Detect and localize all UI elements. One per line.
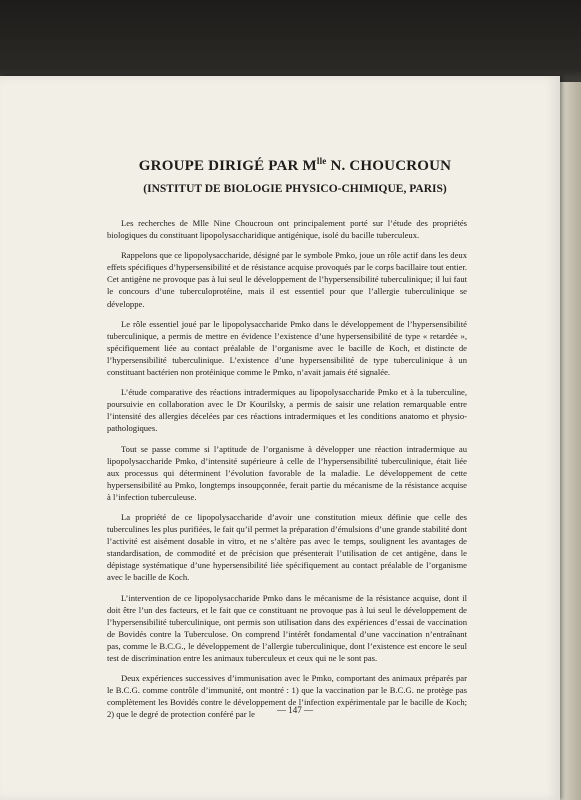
title-suffix: N. CHOUCROUN (326, 158, 452, 174)
page-subtitle: (INSTITUT DE BIOLOGIE PHYSICO-CHIMIQUE, PARIS) (143, 183, 447, 195)
paragraph-6: La propriété de ce lipopolysaccharide d’avoir une constitution mieux définie que celle des tuberculines les plus purifiées, le fait qu’il permet la préparation d’émulsions d’une grande stabilité dont l’activité est aisément dosable in vitro, et ne s’altère pas avec le temps, soulignent les avantages de standardisation, de commodité et de précision que présenterait l’utilisation de cet antigène, dans le dépistage systématique d’une hypersensibilité liée spécifiquement au contact préalable de l’organisme avec le bacille de Koch. (107, 511, 467, 583)
page-title (107, 156, 483, 175)
paragraph-4: L’étude comparative des réactions intradermiques au lipopolysaccharide Pmko et à la tuberculine, poursuivie en collaboration avec le Dr Kourilsky, a permis de saisir une relation remarquable entre l’intensité des allergies décelées par ces réactions intradermiques et les conditions anatomo et physio-pathologiques. (107, 387, 467, 434)
title-prefix: GROUPE DIRIGÉ PAR M (138, 158, 317, 174)
paragraph-5: Tout se passe comme si l’aptitude de l’organisme à développer une réaction intradermique au lipopolysaccharide Pmko, d’intensité supérieure à celle de l’hypersensibilité tuberculinique, était liée aux processus qui déterminent l’évolution favorable de la maladie. Le développement de cette hypersensibilité au Pmko, longtemps insoupçonnée, ferait partie du mécanisme de la résistance acquise à l’infection tuberculeuse. (107, 443, 467, 502)
paragraph-3: Le rôle essentiel joué par le lipopolysaccharide Pmko dans le développement de l’hypersensibilité tuberculinique, a permis de mettre en évidence l’existence d’une hypersensibilité de type « retardée », spécifiquement liée au contact préalable de l’organisme avec le bacille de Koch, et distincte de l’hypersensibilité tuberculinique. L’existence d’une hypersensibilité de type tuberculinique à un constituant bactérien non protéinique comme le Pmko, n’avait jamais été signalée. (107, 318, 467, 378)
title-superscript: lle (316, 156, 327, 166)
page-number: — 147 — (277, 705, 313, 715)
paragraph-2: Rappelons que ce lipopolysaccharide, désigné par le symbole Pmko, joue un rôle actif dans les deux effets spécifiques d’hypersensibilité et de résistance acquise provoqués par le corps bacillaire tout entier. Cet antigène ne provoque pas à lui seul le développement de l’hypersensibilité tuberculinique; il lui faut le concours d’une tuberculoprotéine, mais il est essentiel pour que l’allergie tuberculinique se développe. (107, 250, 467, 309)
paragraph-8: Deux expériences successives d’immunisation avec le Pmko, comportant des animaux préparés par le B.C.G. comme contrôle d’immunité, ont montré : 1) que la vaccination par le B.C.G. ne protège pas complètement les Bovidés contre le développement de l’infection expérimentale par le bacille de Koch; 2) que le degré de protection conféré par le (107, 673, 467, 720)
paragraph-1: Les recherches de Mlle Nine Choucroun ont principalement porté sur l’étude des propriétés biologiques du constituant lipopolysaccharidique antigénique, isolé du bacille tuberculeux. (107, 218, 467, 241)
body-text (107, 217, 467, 728)
paragraph-7: L’intervention de ce lipopolysaccharide Pmko dans le mécanisme de la résistance acquise, dont il doit être l’un des facteurs, et le fait que ce constituant ne provoque pas à lui seul le développement de l’hypersensibilité tuberculinique, ont permis son utilisation dans des expériences d’essai de vaccination de Bovidés contre la Tuberculose. On comprend l’intérêt fondamental d’une vaccination n’entraînant pas, comme le B.C.G., le développement de l’allergie tuberculinique, dont l’existence est encore le seul test de discrimination entre les animaux tuberculeux et ceux qui ne le sont pas. (107, 592, 467, 663)
page-edge (560, 82, 581, 800)
document-page (0, 76, 560, 800)
